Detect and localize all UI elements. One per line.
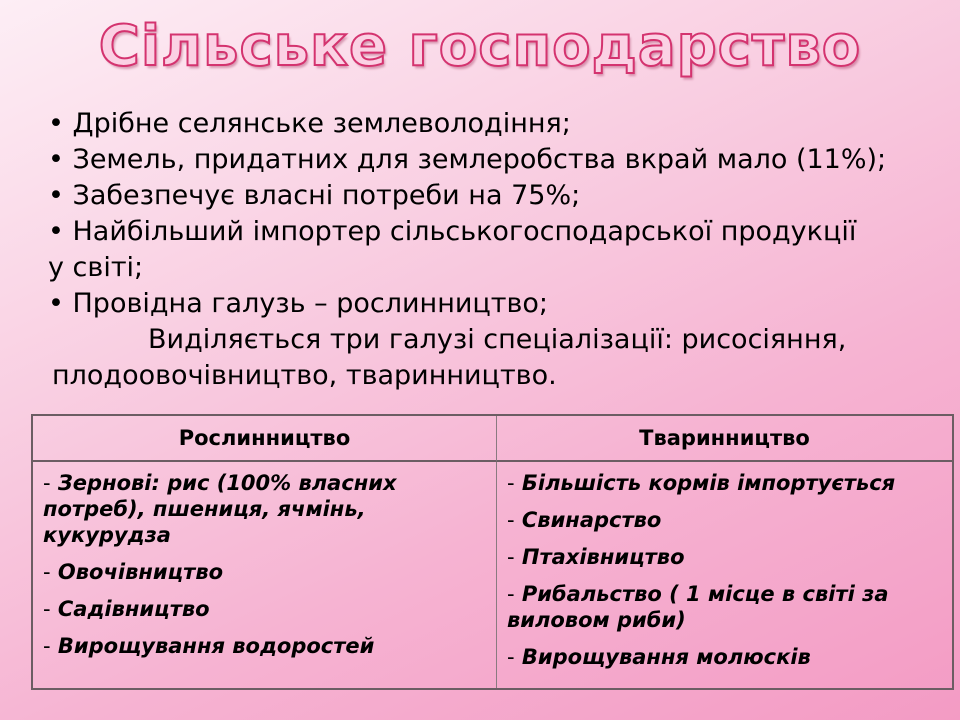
- table-header-crop: Рослинництво: [33, 416, 497, 462]
- dash: -: [43, 471, 51, 495]
- list-item: - Птахівництво: [507, 545, 685, 569]
- list-item: - Зернові: рис (100% власних потреб), пшениця, ячмінь, кукурудза: [43, 471, 397, 547]
- list-item: - Свинарство: [507, 508, 662, 532]
- dash: -: [507, 582, 515, 606]
- list-item: - Більшість кормів імпортується: [507, 471, 896, 495]
- bullet-item: • Забезпечує власні потреби на 75%;: [48, 180, 581, 211]
- list-item: - Садівництво: [43, 597, 210, 621]
- bullet-list: [48, 106, 953, 394]
- specialization-table: [31, 414, 954, 690]
- list-item: - Вирощування молюсків: [507, 645, 811, 669]
- dash: -: [507, 645, 515, 669]
- bullet-item: • Земель, придатних для землеробства вкрай мало (11%);: [48, 144, 887, 175]
- dash: -: [43, 634, 51, 658]
- table-cell-crop: [33, 462, 497, 688]
- list-item: - Вирощування водоростей: [43, 634, 375, 658]
- dash: -: [507, 508, 515, 532]
- list-item: - Рибальство ( 1 місце в світі за виловом риби): [507, 582, 889, 632]
- dash: -: [43, 560, 51, 584]
- table-header-livestock: Тваринництво: [497, 416, 952, 462]
- table-cell-livestock: [497, 462, 952, 688]
- dash: -: [507, 545, 515, 569]
- bullet-item: • Найбільший імпортер сільськогосподарської продукції: [48, 216, 857, 247]
- dash: -: [507, 471, 515, 495]
- bullet-item-continuation: у світі;: [48, 252, 144, 283]
- bullet-item: • Дрібне селянське землеволодіння;: [48, 108, 571, 139]
- bullet-item: • Провідна галузь – рослинництво;: [48, 288, 549, 319]
- list-item: - Овочівництво: [43, 560, 224, 584]
- paragraph-line: плодоовочівництво, тваринництво.: [52, 360, 557, 391]
- paragraph-line: Виділяється три галузі спеціалізації: рисосіяння,: [148, 324, 847, 355]
- slide-title: Сільське господарство: [98, 14, 862, 79]
- dash: -: [43, 597, 51, 621]
